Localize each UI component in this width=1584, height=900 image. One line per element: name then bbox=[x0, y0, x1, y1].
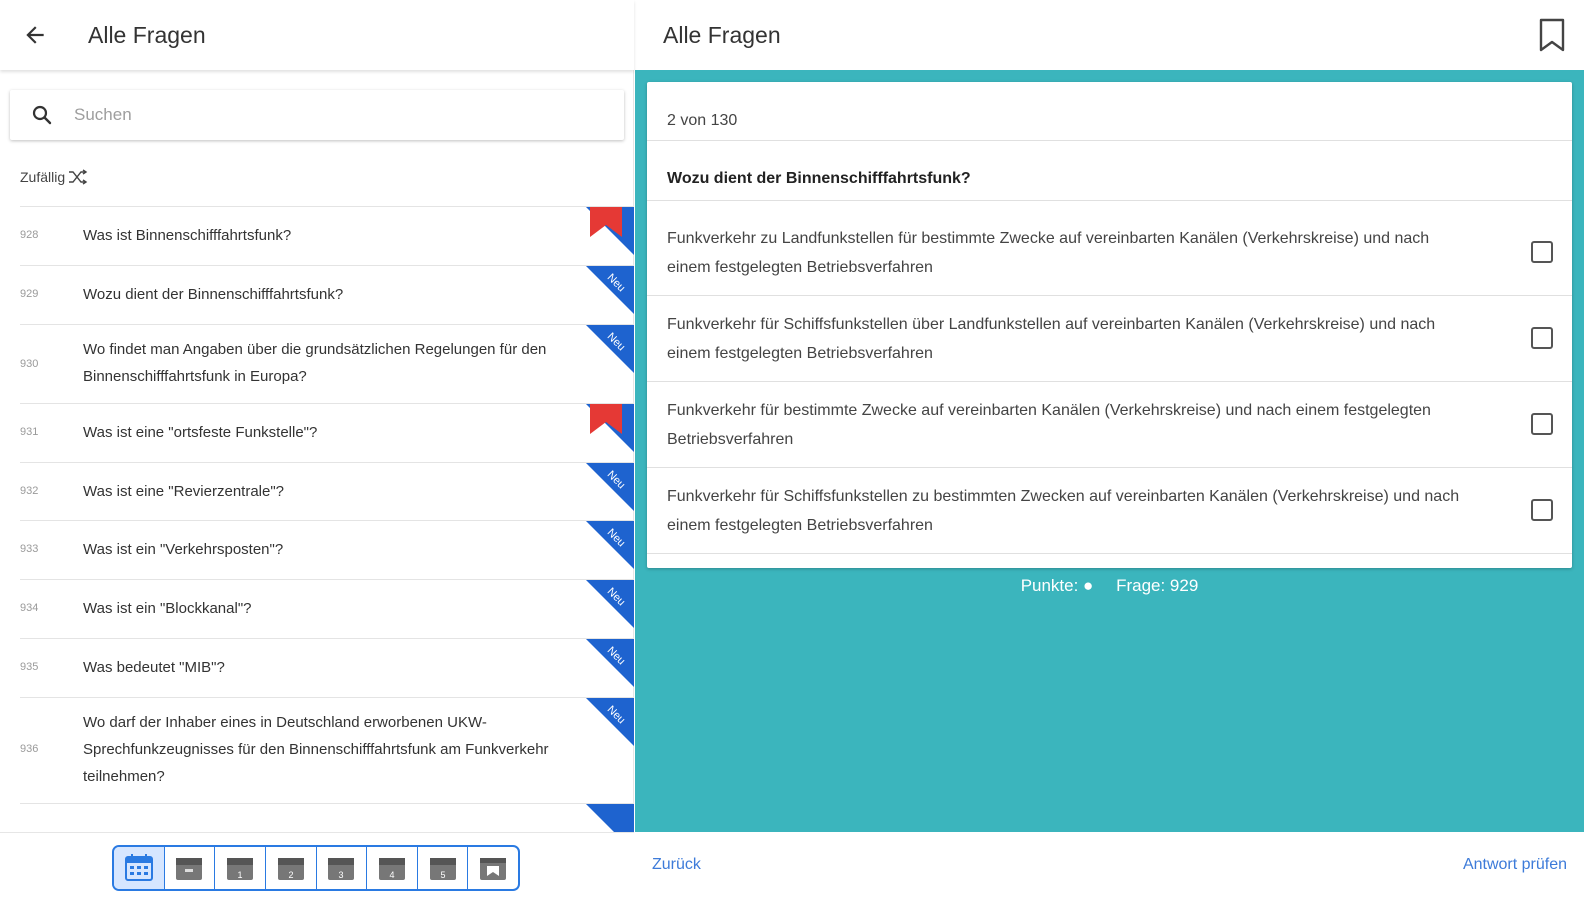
question-text: Was ist eine "ortsfeste Funkstelle"? bbox=[83, 424, 318, 441]
list-item[interactable] bbox=[0, 325, 634, 404]
check-answer-button[interactable]: Antwort prüfen bbox=[1462, 856, 1567, 873]
left-header bbox=[0, 0, 634, 70]
bookmark-icon[interactable] bbox=[1538, 18, 1566, 52]
new-badge bbox=[586, 521, 634, 569]
answer-text: Funkverkehr für bestimmte Zwecke auf vereinbarten Kanälen (Verkehrskreise) und nach einem festgelegten Betriebsverfahren bbox=[667, 402, 1431, 448]
question-number: 930 bbox=[20, 358, 39, 370]
question-text: Was bedeutet "MIB"? bbox=[83, 659, 225, 676]
answer-checkbox[interactable] bbox=[1531, 499, 1553, 521]
box-3-icon bbox=[326, 854, 356, 882]
shuffle-icon bbox=[68, 169, 88, 185]
answer-text: Funkverkehr für Schiffsfunkstellen zu bestimmten Zwecken auf vereinbarten Kanälen (Verkehrskreise) und nach einem festgelegten Betriebsverfahren bbox=[667, 488, 1460, 534]
list-item[interactable] bbox=[0, 463, 634, 521]
new-badge-label: Neu bbox=[604, 585, 628, 609]
list-item-partial[interactable] bbox=[0, 804, 634, 832]
new-badge-label: Neu bbox=[604, 526, 628, 550]
bookmark-corner bbox=[586, 404, 634, 452]
answer-text: Funkverkehr für Schiffsfunkstellen über Landfunkstellen auf vereinbarten Kanälen (Verkehrskreise) und nach einem festgelegten Betriebsverfahren bbox=[667, 316, 1436, 362]
drawer-icon bbox=[174, 854, 204, 882]
archive-icon bbox=[478, 854, 508, 882]
right-title: Alle Fragen bbox=[663, 21, 781, 48]
search-input[interactable] bbox=[74, 105, 574, 125]
box-filter-bar bbox=[0, 832, 634, 900]
card-divider bbox=[647, 140, 1572, 141]
new-badge bbox=[586, 325, 634, 373]
question-number: 936 bbox=[20, 743, 39, 755]
question-stats bbox=[635, 576, 1584, 596]
new-badge bbox=[586, 804, 634, 832]
card-divider bbox=[647, 553, 1572, 554]
question-number: 932 bbox=[20, 485, 39, 497]
calendar-box-icon bbox=[124, 854, 154, 882]
new-badge bbox=[586, 266, 634, 314]
question-number: 929 bbox=[20, 288, 39, 300]
svg-text:5: 5 bbox=[440, 870, 446, 880]
search-icon bbox=[10, 103, 74, 127]
new-badge bbox=[586, 463, 634, 511]
new-badge-label: Neu bbox=[604, 644, 628, 668]
question-number: 933 bbox=[20, 543, 39, 555]
svg-text:3: 3 bbox=[338, 870, 344, 880]
question-number: 931 bbox=[20, 426, 39, 438]
box-5-icon bbox=[428, 854, 458, 882]
new-badge-label: Neu bbox=[604, 330, 628, 354]
answer-checkbox[interactable] bbox=[1531, 327, 1553, 349]
left-title: Alle Fragen bbox=[88, 21, 206, 48]
box-selector bbox=[112, 845, 520, 891]
answer-option[interactable] bbox=[647, 210, 1572, 296]
list-item[interactable] bbox=[0, 521, 634, 579]
list-item[interactable] bbox=[0, 639, 634, 697]
arrow-left-icon bbox=[22, 22, 48, 48]
box-2-button[interactable] bbox=[266, 847, 317, 889]
svg-text:4: 4 bbox=[389, 870, 395, 880]
bookmark-flag-icon bbox=[590, 404, 622, 434]
list-item[interactable] bbox=[0, 404, 634, 462]
question-title: Wozu dient der Binnenschifffahrtsfunk? bbox=[667, 170, 971, 187]
question-card bbox=[647, 82, 1572, 568]
points-label: Punkte: ● bbox=[1020, 576, 1094, 595]
svg-text:1: 1 bbox=[237, 870, 243, 880]
answer-text: Funkverkehr zu Landfunkstellen für bestimmte Zwecke auf vereinbarten Kanälen (Verkehrskreise) und nach einem festgelegten Betriebsverfahren bbox=[667, 230, 1430, 276]
question-text: Was ist ein "Blockkanal"? bbox=[83, 600, 252, 617]
box-4-icon bbox=[377, 854, 407, 882]
question-text: Was ist Binnenschifffahrtsfunk? bbox=[83, 227, 292, 244]
answer-option[interactable] bbox=[647, 468, 1572, 554]
question-number: 935 bbox=[20, 661, 39, 673]
new-badge-label: Neu bbox=[604, 468, 628, 492]
question-number: 934 bbox=[20, 602, 39, 614]
answer-checkbox[interactable] bbox=[1531, 413, 1553, 435]
question-number-label: Frage: 929 bbox=[1116, 576, 1199, 595]
list-item[interactable] bbox=[0, 698, 634, 802]
question-list bbox=[0, 206, 634, 832]
list-item[interactable] bbox=[0, 207, 634, 265]
random-label: Zufällig bbox=[20, 169, 66, 185]
question-area bbox=[635, 70, 1584, 832]
question-number: 928 bbox=[20, 229, 39, 241]
question-list-pane bbox=[0, 0, 634, 900]
box-5-button[interactable] bbox=[418, 847, 469, 889]
back-arrow-button[interactable] bbox=[0, 0, 70, 70]
svg-text:2: 2 bbox=[288, 870, 294, 880]
random-button[interactable] bbox=[20, 166, 88, 188]
box-4-button[interactable] bbox=[367, 847, 418, 889]
question-text: Wo findet man Angaben über die grundsätzlichen Regelungen für den Binnenschifffahrtsfunk in Europa? bbox=[83, 341, 547, 385]
question-detail-pane bbox=[635, 0, 1584, 900]
new-badge-label: Neu bbox=[604, 271, 628, 295]
question-text: Was ist ein "Verkehrsposten"? bbox=[83, 541, 284, 558]
search-bar[interactable] bbox=[10, 90, 624, 140]
bookmark-flag-icon bbox=[590, 207, 622, 237]
new-badge bbox=[586, 639, 634, 687]
new-badge-label: Neu bbox=[604, 703, 628, 727]
question-progress: 2 von 130 bbox=[667, 112, 738, 129]
question-text: Wo darf der Inhaber eines in Deutschland erworbenen UKW-Sprechfunkzeugnisses für den Binnenschifffahrtsfunk am Funkverkehr teilnehmen? bbox=[83, 714, 549, 785]
answer-option[interactable] bbox=[647, 296, 1572, 382]
bookmark-corner bbox=[586, 207, 634, 255]
answer-option[interactable] bbox=[647, 382, 1572, 468]
list-item[interactable] bbox=[0, 266, 634, 324]
back-button[interactable]: Zurück bbox=[652, 856, 701, 873]
question-text: Was ist eine "Revierzentrale"? bbox=[83, 483, 285, 500]
box-1-button[interactable] bbox=[215, 847, 266, 889]
new-badge bbox=[586, 698, 634, 746]
answer-checkbox[interactable] bbox=[1531, 241, 1553, 263]
box-archive-button[interactable] bbox=[468, 847, 518, 889]
right-header bbox=[635, 0, 1584, 70]
box-3-button[interactable] bbox=[317, 847, 368, 889]
box-all-button[interactable] bbox=[114, 847, 165, 889]
right-footer bbox=[635, 832, 1584, 900]
card-divider bbox=[647, 200, 1572, 201]
box-2-icon bbox=[276, 854, 306, 882]
question-text: Wozu dient der Binnenschifffahrtsfunk? bbox=[83, 286, 344, 303]
new-badge bbox=[586, 580, 634, 628]
box-inbox-button[interactable] bbox=[165, 847, 216, 889]
list-item[interactable] bbox=[0, 580, 634, 638]
box-1-icon bbox=[225, 854, 255, 882]
